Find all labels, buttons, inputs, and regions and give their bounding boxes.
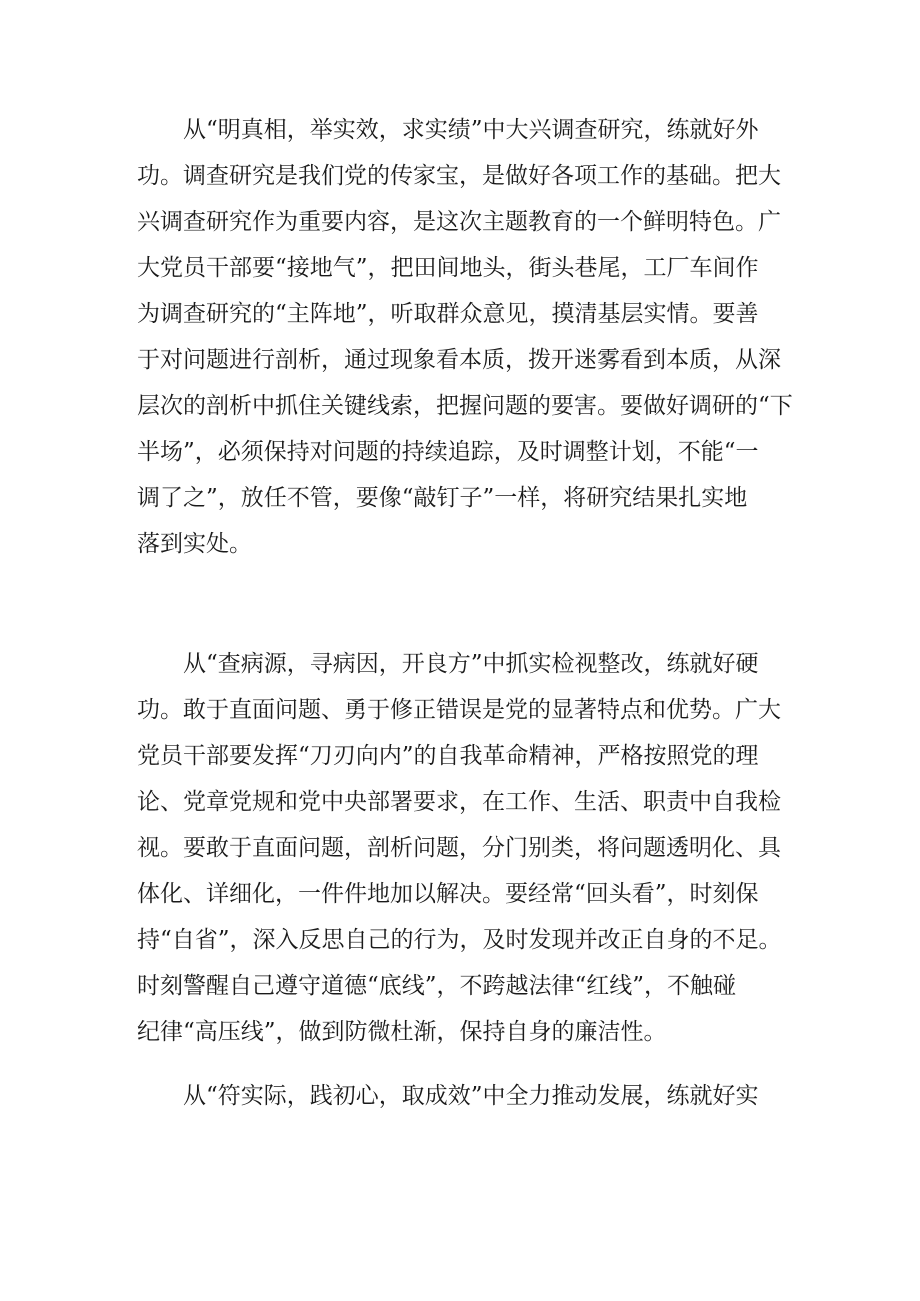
paragraph-2-line-9: 纪律“高压线”，做到防微杜渐，保持自身的廉洁性。 bbox=[137, 1019, 667, 1045]
paragraph-2-line-4: 论、党章党规和党中央部署要求，在工作、生活、职责中自我检 bbox=[137, 789, 781, 815]
paragraph-3-line-1: 从“符实际，践初心，取成效”中全力推动发展，练就好实 bbox=[183, 1083, 759, 1109]
paragraph-1-line-7: 层次的剖析中抓住关键线索，把握问题的要害。要做好调研的“下 bbox=[137, 393, 793, 419]
paragraph-1-line-4: 大党员干部要“接地气”，把田间地头，街头巷尾，工厂车间作 bbox=[137, 255, 759, 281]
paragraph-1-line-3: 兴调查研究作为重要内容，是这次主题教育的一个鲜明特色。广 bbox=[137, 209, 781, 235]
paragraph-1-line-1: 从“明真相，举实效，求实绩”中大兴调查研究，练就好外 bbox=[183, 117, 759, 143]
paragraph-1-line-8: 半场”，必须保持对问题的持续追踪，及时调整计划，不能“一 bbox=[137, 439, 759, 465]
paragraph-2-line-2: 功。敢于直面问题、勇于修正错误是党的显著特点和优势。广大 bbox=[137, 697, 781, 723]
paragraph-2-line-1: 从“查病源，寻病因，开良方”中抓实检视整改，练就好硬 bbox=[183, 651, 759, 677]
paragraph-1-line-5: 为调查研究的“主阵地”，听取群众意见，摸清基层实情。要善 bbox=[137, 301, 759, 327]
paragraph-2-line-5: 视。要敢于直面问题，剖析问题，分门别类，将问题透明化、具 bbox=[137, 835, 781, 861]
paragraph-2-line-8: 时刻警醒自己遵守道德“底线”，不跨越法律“红线”，不触碰 bbox=[137, 973, 737, 999]
paragraph-2-line-6: 体化、详细化，一件件地加以解决。要经常“回头看”，时刻保 bbox=[137, 881, 759, 907]
paragraph-2-line-7: 持“自省”，深入反思自己的行为，及时发现并改正自身的不足。 bbox=[137, 927, 782, 953]
paragraph-1-line-10: 落到实处。 bbox=[137, 531, 252, 557]
paragraph-2-line-3: 党员干部要发挥“刀刃向内”的自我革命精神，严格按照党的理 bbox=[137, 743, 759, 769]
paragraph-1-line-6: 于对问题进行剖析，通过现象看本质，拨开迷雾看到本质，从深 bbox=[137, 347, 781, 373]
paragraph-1-line-2: 功。调查研究是我们党的传家宝，是做好各项工作的基础。把大 bbox=[137, 163, 781, 189]
paragraph-1-line-9: 调了之”，放任不管，要像“敲钉子”一样，将研究结果扎实地 bbox=[137, 485, 748, 511]
